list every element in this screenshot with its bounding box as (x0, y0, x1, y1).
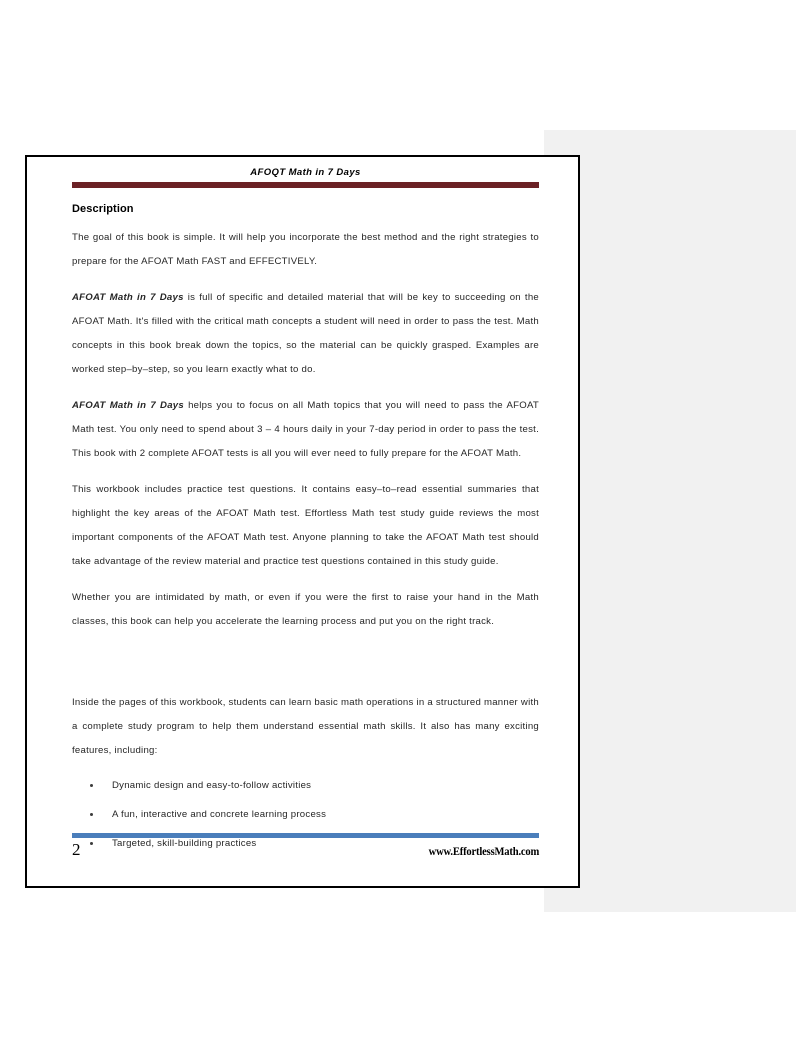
feature-item-text: Targeted, skill-building practices (112, 838, 257, 849)
footer-website: www.EffortlessMath.com (428, 846, 539, 858)
book-title-emphasis: AFOAT Math in 7 Days (72, 292, 184, 303)
list-item (72, 775, 539, 797)
paragraph-2 (72, 286, 539, 382)
paragraph-4-text: This workbook includes practice test questions. It contains easy–to–read essential summaries that highlight the key areas of the AFOAT Math test. Effortless Math test study guide reviews the most important components of the AFOAT Math test. Anyone planning to take the AFOAT Math test should take advantage of the review material and practice test questions contained in this study guide. (72, 484, 539, 567)
header-title: AFOQT Math in 7 Days (250, 167, 361, 178)
paragraph-3 (72, 394, 539, 466)
document-page (25, 155, 580, 888)
paragraph-3-text: helps you to focus on all Math topics that you will need to pass the AFOAT Math test. You only need to spend about 3 – 4 hours daily in your 7-day period in order to pass the test. This book with 2 complete AFOAT tests is all you will ever need to fully prepare for the AFOAT Math. (72, 400, 539, 459)
paragraph-5 (72, 586, 539, 634)
paragraph-6 (72, 691, 539, 763)
paragraph-2-text: is full of specific and detailed material that will be key to succeeding on the AFOAT Math. It's filled with the critical math concepts a student will need in order to pass the test. Math concepts in this book break down the topics, so the material can be quickly grasped. Examples are worked step–by–step, so you learn exactly what to do. (72, 292, 539, 375)
page-number: 2 (72, 840, 81, 859)
paragraph-5-text: Whether you are intimidated by math, or even if you were the first to raise your hand in the Math classes, this book can help you accelerate the learning process and put you on the right track. (72, 592, 539, 627)
footer-rule (72, 833, 539, 838)
section-heading-description: Description (72, 203, 134, 215)
header-rule (72, 182, 539, 188)
paragraph-4 (72, 478, 539, 574)
book-title-emphasis: AFOAT Math in 7 Days (72, 400, 184, 411)
paragraph-1 (72, 226, 539, 274)
paragraph-1-text: The goal of this book is simple. It will help you incorporate the best method and the right strategies to prepare for the AFOAT Math FAST and EFFECTIVELY. (72, 232, 539, 267)
running-footer (72, 833, 539, 858)
paragraph-6-text: Inside the pages of this workbook, students can learn basic math operations in a structured manner with a complete study program to help them understand essential math skills. It also has many exciting features, including: (72, 697, 539, 756)
document-body (72, 203, 539, 862)
paragraph-gap (72, 647, 539, 691)
footer-row (72, 841, 539, 858)
background-panel (544, 130, 796, 912)
feature-item-text: Dynamic design and easy-to-follow activities (112, 780, 312, 791)
feature-item-text: A fun, interactive and concrete learning process (112, 809, 327, 820)
page-content-area (72, 157, 539, 886)
running-header (72, 167, 539, 188)
list-item (72, 804, 539, 826)
